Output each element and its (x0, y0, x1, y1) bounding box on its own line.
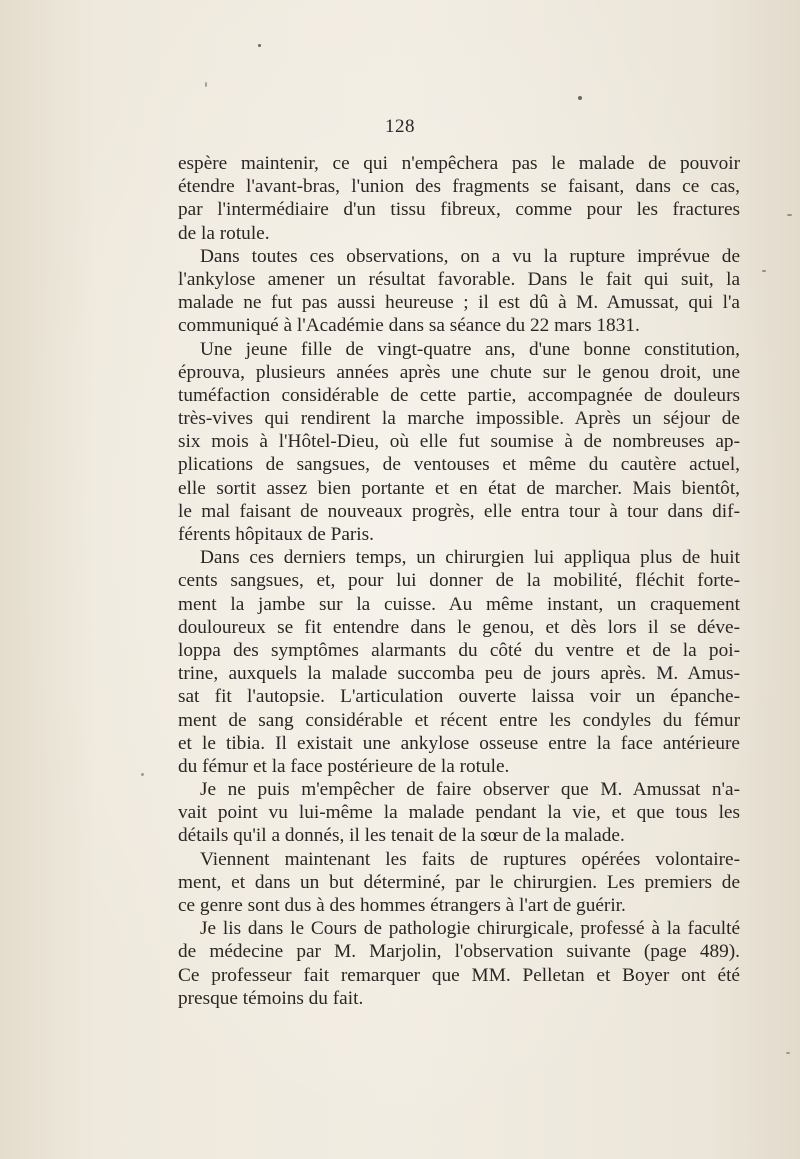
body-text (178, 152, 740, 1010)
text-line: l'ankylose amener un résultat favorable. Dans le fait qui suit, la (178, 268, 740, 290)
paragraph (178, 778, 740, 848)
text-line: étendre l'avant-bras, l'union des fragments se faisant, dans ce cas, (178, 176, 740, 198)
text-line: malade ne fut pas aussi heureuse ; il est dû à M. Amussat, qui l'a (178, 292, 740, 314)
text-line: Dans ces derniers temps, un chirurgien lui appliqua plus de huit (200, 547, 740, 569)
text-line: éprouva, plusieurs années après une chute sur le genou droit, une (178, 361, 740, 383)
text-line: de médecine par M. Marjolin, l'observation suivante (page 489). (178, 941, 740, 963)
paragraph (178, 546, 740, 778)
paper-speck (762, 270, 766, 272)
text-line: Je lis dans le Cours de pathologie chirurgicale, professé à la faculté (200, 918, 740, 940)
text-line: cents sangsues, et, pour lui donner de la mobilité, fléchit forte- (178, 570, 740, 592)
text-line: ce genre sont dus à des hommes étrangers à l'art de guérir. (178, 895, 626, 916)
text-line: très-vives qui rendirent la marche impossible. Après un séjour de (178, 408, 740, 430)
text-line: Une jeune fille de vingt-quatre ans, d'une bonne constitution, (200, 338, 740, 360)
text-line: Viennent maintenant les faits de ruptures opérées volontaire- (200, 848, 740, 870)
text-line: espère maintenir, ce qui n'empêchera pas le malade de pouvoir (178, 153, 740, 174)
text-line: et le tibia. Il existait une ankylose osseuse entre la face antérieure (178, 732, 740, 754)
text-line: trine, auxquels la malade succomba peu de jours après. M. Amus- (178, 663, 740, 685)
paragraph (178, 917, 740, 1010)
text-line: du fémur et la face postérieure de la rotule. (178, 755, 510, 777)
text-line: loppa des symptômes alarmants du côté du ventre et de la poi- (178, 639, 740, 661)
paragraph (178, 152, 740, 245)
text-line: ment de sang considérable et récent entre les condyles du fémur (178, 709, 740, 731)
text-line: par l'intermédiaire d'un tissu fibreux, comme pour les fractures (178, 199, 740, 221)
text-line: communiqué à l'Académie dans sa séance du 22 mars 1831. (178, 315, 640, 337)
text-line: plications de sangsues, de ventouses et même du cautère actuel, (178, 454, 740, 476)
text-line: Ce professeur fait remarquer que MM. Pelletan et Boyer ont été (178, 964, 740, 986)
text-line: vait point vu lui-même la malade pendant la vie, et que tous les (178, 802, 740, 824)
paper-speck (578, 96, 582, 100)
text-line: férents hôpitaux de Paris. (178, 524, 374, 545)
paragraph (178, 848, 740, 918)
text-line: le mal faisant de nouveaux progrès, elle entra tour à tour dans dif- (178, 500, 740, 522)
text-line: de la rotule. (178, 222, 270, 244)
paper-speck (258, 44, 261, 47)
text-line: douloureux se fit entendre dans le genou, et dès lors il se déve- (178, 616, 740, 638)
text-line: Dans toutes ces observations, on a vu la rupture imprévue de (200, 245, 740, 267)
text-line: sat fit l'autopsie. L'articulation ouverte laissa voir un épanche- (178, 686, 740, 708)
page-number: 128 (385, 116, 415, 137)
paragraph (178, 245, 740, 338)
text-line: ment la jambe sur la cuisse. Au même instant, un craquement (178, 593, 740, 615)
paper-speck (205, 82, 207, 87)
text-line: elle sortit assez bien portante et en état de marcher. Mais bientôt, (178, 477, 740, 499)
text-line: Je ne puis m'empêcher de faire observer que M. Amussat n'a- (200, 779, 740, 801)
paper-speck (141, 773, 144, 776)
text-line: tuméfaction considérable de cette partie, accompagnée de douleurs (178, 384, 740, 406)
text-line: presque témoins du fait. (178, 987, 364, 1009)
text-line: ment, et dans un but déterminé, par le chirurgien. Les premiers de (178, 871, 740, 893)
paper-speck (787, 214, 792, 216)
paragraph (178, 338, 740, 547)
paper-speck (786, 1052, 790, 1054)
text-line: détails qu'il a donnés, il les tenait de la sœur de la malade. (178, 825, 625, 847)
text-line: six mois à l'Hôtel-Dieu, où elle fut soumise à de nombreuses ap- (178, 431, 740, 453)
